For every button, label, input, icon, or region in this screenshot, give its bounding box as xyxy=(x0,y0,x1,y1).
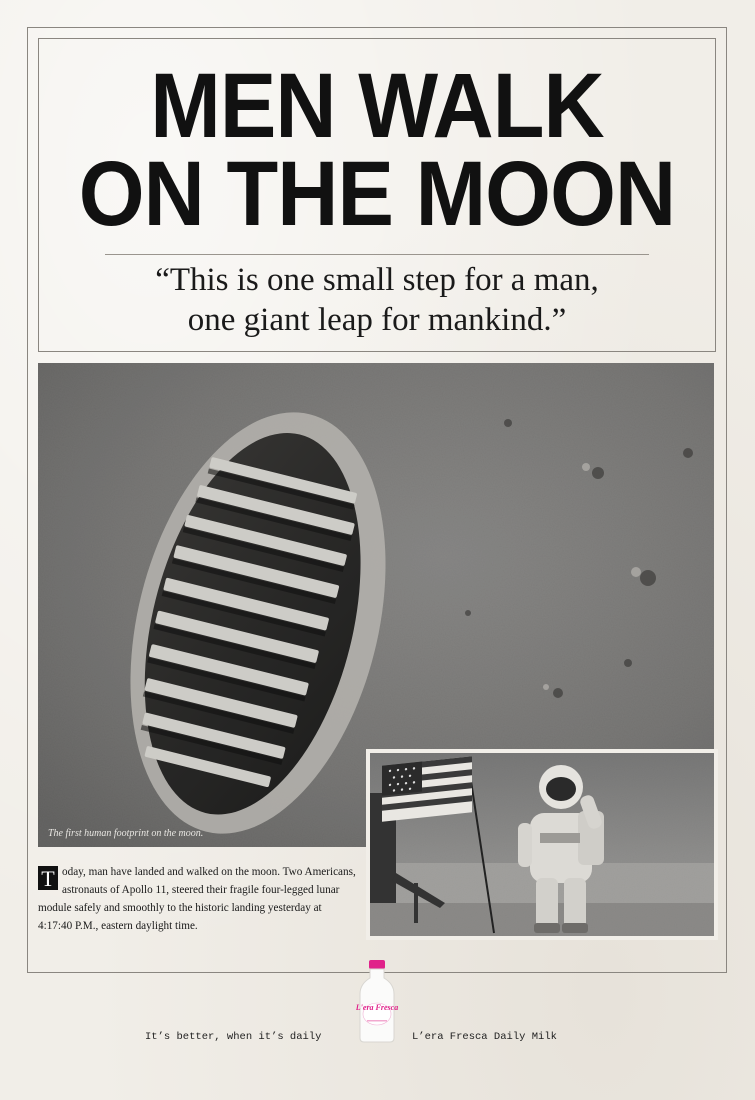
brand-name: L’era Fresca Daily Milk xyxy=(412,1031,557,1043)
milk-bottle xyxy=(356,958,398,1044)
milk-bottle-icon xyxy=(356,958,398,1044)
astronaut-photo xyxy=(366,749,718,940)
slogan-text: It’s better, when it’s daily xyxy=(145,1031,322,1043)
headline-line-2: ON THE MOON xyxy=(78,143,676,245)
divider-rule xyxy=(105,254,649,255)
quote-line-2: one giant leap for mankind.” xyxy=(187,302,567,338)
bottle-label-text: L'era Fresca xyxy=(356,1003,398,1012)
headline-box xyxy=(38,38,716,352)
photo-caption: The first human footprint on the moon. xyxy=(48,828,204,839)
drop-cap: T xyxy=(38,866,58,890)
quote-line-1: “This is one small step for a man, xyxy=(155,262,599,298)
headline-line-1: MEN WALK xyxy=(150,55,604,157)
article-text: oday, man have landed and walked on the moon. Two Americans, astronauts of Apollo 11, steered their fragile four-legged lunar module safely and smoothly to the historic landing yesterday at 4:17:40 P.M., eastern daylight time. xyxy=(38,866,356,932)
astronaut-image xyxy=(370,753,714,936)
article-body xyxy=(38,863,356,935)
